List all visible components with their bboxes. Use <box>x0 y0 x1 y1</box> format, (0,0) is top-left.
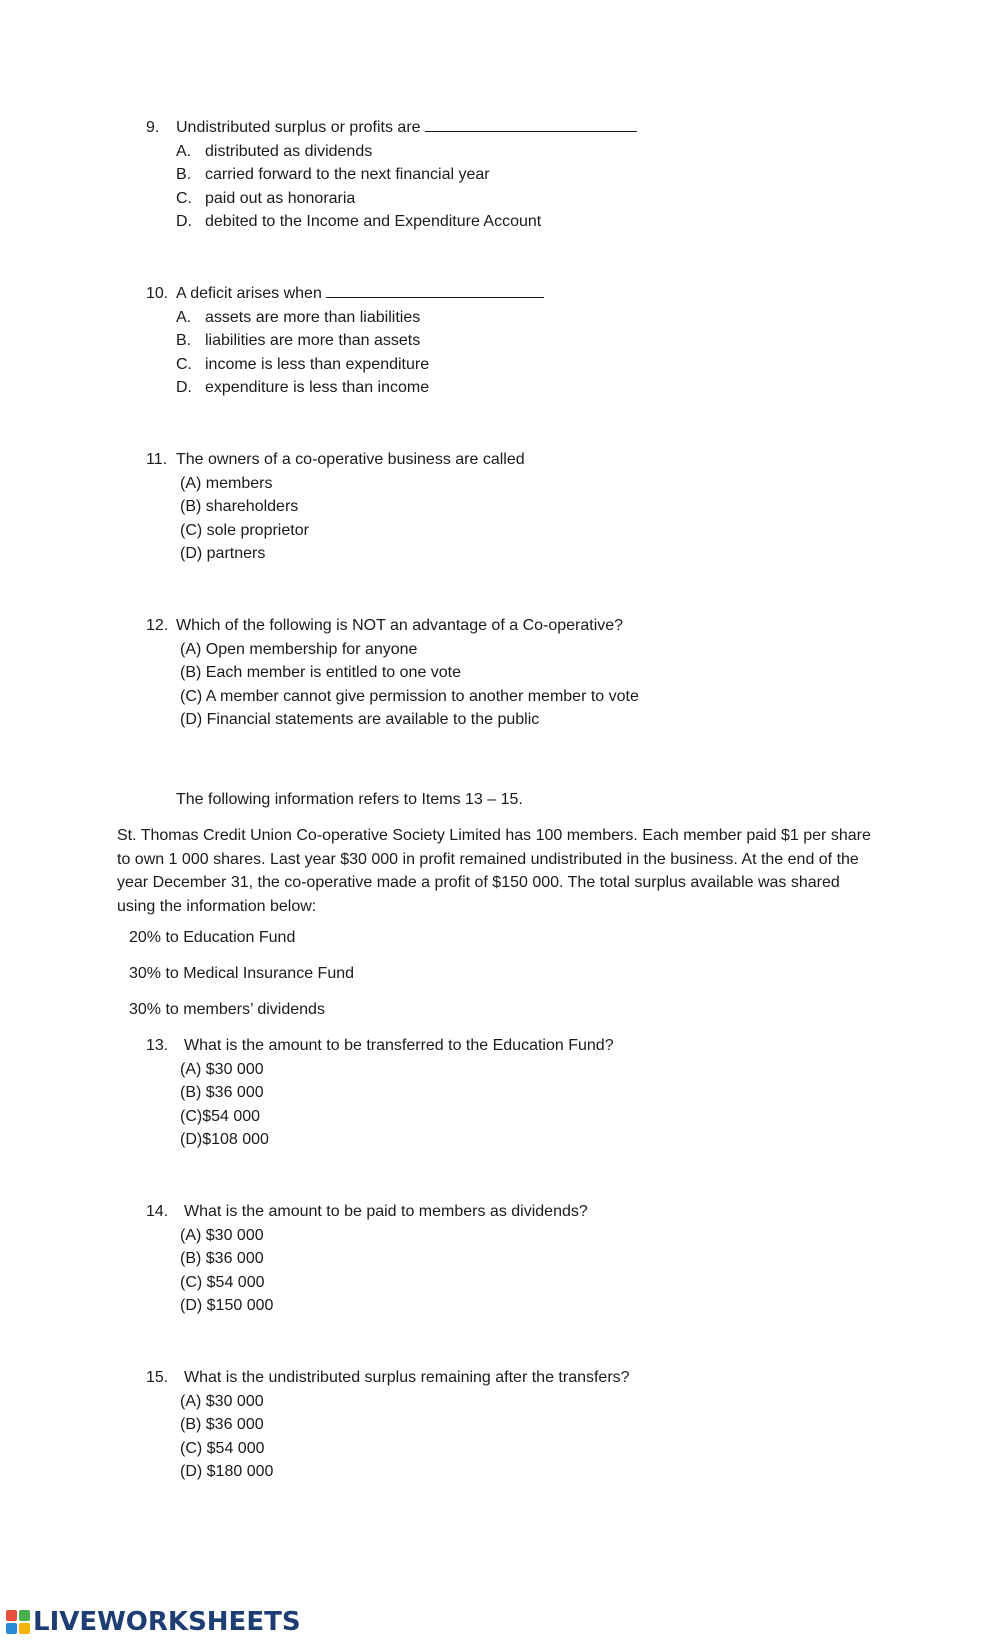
question-text: Undistributed surplus or profits are <box>176 119 421 136</box>
question-15 <box>146 1366 630 1484</box>
option-a[interactable]: A. assets are more than liabilities <box>176 308 421 326</box>
question-text: Which of the following is NOT an advantage of a Co-operative? <box>176 617 624 634</box>
option-a[interactable]: (A) Open membership for anyone <box>180 640 418 658</box>
logo-square-green <box>19 1610 30 1621</box>
logo-square-yellow <box>19 1623 30 1634</box>
info-intro: The following information refers to Items 13 – 15. <box>176 791 523 808</box>
question-14 <box>146 1200 588 1318</box>
option-d[interactable]: (D) $150 000 <box>180 1297 274 1314</box>
option-b[interactable]: B. carried forward to the next financial year <box>176 166 490 183</box>
option-a[interactable]: A. distributed as dividends <box>176 142 373 160</box>
option-d[interactable]: (D) partners <box>180 545 266 562</box>
question-number: 12. <box>146 617 169 634</box>
liveworksheets-logo-icon <box>6 1610 30 1634</box>
logo-square-blue <box>6 1623 17 1634</box>
question-number: 9. <box>146 119 160 136</box>
option-c[interactable]: (C) $54 000 <box>180 1273 265 1291</box>
option-b[interactable]: (B) $36 000 <box>180 1250 264 1267</box>
liveworksheets-logo[interactable] <box>6 1606 301 1638</box>
option-d[interactable]: D. expenditure is less than income <box>176 379 430 396</box>
option-a[interactable]: (A) $30 000 <box>180 1392 264 1410</box>
question-number: 14. <box>146 1203 169 1220</box>
question-number: 13. <box>146 1037 169 1054</box>
option-d[interactable]: (D) Financial statements are available to the public <box>180 711 540 728</box>
question-number: 15. <box>146 1369 169 1386</box>
answer-blank[interactable] <box>326 282 544 298</box>
option-a[interactable]: (A) $30 000 <box>180 1226 264 1244</box>
allocation-medical: 30% to Medical Insurance Fund <box>129 965 355 982</box>
answer-blank[interactable] <box>425 116 637 132</box>
question-10 <box>146 282 544 400</box>
option-c[interactable]: (C)$54 000 <box>180 1107 261 1125</box>
option-a[interactable]: (A) members <box>180 474 273 492</box>
option-c[interactable]: (C) $54 000 <box>180 1439 265 1457</box>
option-c[interactable]: (C) sole proprietor <box>180 521 309 539</box>
allocation-education: 20% to Education Fund <box>129 929 296 946</box>
option-a[interactable]: (A) $30 000 <box>180 1060 264 1078</box>
option-c[interactable]: C. paid out as honoraria <box>176 189 356 207</box>
question-13 <box>146 1034 614 1152</box>
liveworksheets-logo-text: LIVEWORKSHEETS <box>33 1607 301 1637</box>
option-b[interactable]: (B) $36 000 <box>180 1084 264 1101</box>
question-text: What is the amount to be transferred to the Education Fund? <box>184 1037 614 1054</box>
option-c[interactable]: (C) A member cannot give permission to another member to vote <box>180 687 639 705</box>
option-d[interactable]: (D)$108 000 <box>180 1131 269 1148</box>
question-11 <box>146 448 525 566</box>
option-b[interactable]: (B) shareholders <box>180 498 299 515</box>
option-b[interactable]: (B) Each member is entitled to one vote <box>180 664 462 681</box>
logo-square-red <box>6 1610 17 1621</box>
allocation-dividends: 30% to members’ dividends <box>129 1001 325 1018</box>
option-c[interactable]: C. income is less than expenditure <box>176 355 430 373</box>
question-text: What is the amount to be paid to members as dividends? <box>184 1203 588 1220</box>
option-b[interactable]: (B) $36 000 <box>180 1416 264 1433</box>
option-d[interactable]: (D) $180 000 <box>180 1463 274 1480</box>
info-paragraph: St. Thomas Credit Union Co-operative Society Limited has 100 members. Each member paid $1 per share to own 1 000 shares. Last year $30 000 in profit remained undistributed in the business. At the end of the year December 31, the co-operative made a profit of $150 000. The total surplus available was shared using the information below: <box>117 827 871 915</box>
question-9 <box>146 116 637 234</box>
question-text: What is the undistributed surplus remaining after the transfers? <box>184 1369 630 1386</box>
option-d[interactable]: D. debited to the Income and Expenditure Account <box>176 213 542 230</box>
question-text: A deficit arises when <box>176 285 322 302</box>
option-b[interactable]: B. liabilities are more than assets <box>176 332 421 349</box>
question-number: 11. <box>146 451 168 468</box>
question-number: 10. <box>146 285 169 302</box>
question-text: The owners of a co-operative business are called <box>176 451 525 468</box>
question-12 <box>146 614 639 732</box>
